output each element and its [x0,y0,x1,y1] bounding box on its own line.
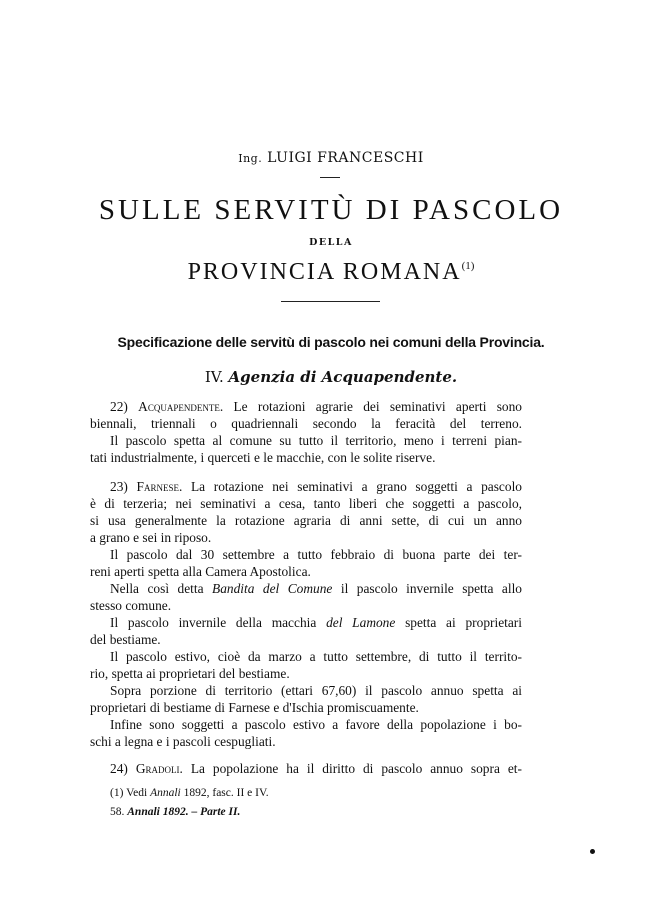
text-run: La popolazione ha il diritto di pascolo annuo sopra et- [190,761,522,776]
paragraph-23-line-9 [110,614,522,631]
paragraph-23-line-15: Infine sono soggetti a pascolo estivo a favore della popolazione i bo- [110,717,522,732]
signature-line [110,806,240,818]
entry-number: 24) [110,761,128,776]
paragraph-23-line-3: si usa generalmente la rotazione agraria di anni sette, di cui un anno [90,513,522,528]
text-run: Nella così detta [110,581,204,596]
paragraph-22-line-2: biennali, triennali o quadriennali secondo la feracità del terreno. [90,416,522,431]
text-run: Vedi [126,787,148,799]
paragraph-23-line-13: Sopra porzione di territorio (ettari 67,60) il pascolo annuo spetta ai [110,683,522,698]
paragraph-22-line-4: tati industrialmente, i querceti e le macchie, con le solite riserve. [90,450,436,465]
subtitle-text: PROVINCIA ROMANA [187,259,462,285]
paragraph-23-line-5: Il pascolo dal 30 settembre a tutto febbraio di buona parte dei ter- [110,547,522,562]
paragraph-23-line-11: Il pascolo estivo, cioè da marzo a tutto settembre, di tutto il territo- [110,649,522,664]
paragraph-23-line-2: è di terzeria; nei seminativi a cesa, tanto liberi che soggetti a pascolo, [90,496,522,511]
text-run: La rotazione nei seminativi a grano soggetti a pascolo [190,479,522,494]
paragraph-22-line-3: Il pascolo spetta al comune su tutto il territorio, meno i terreni pian- [110,433,522,448]
title-connector: DELLA [309,237,353,248]
paragraph-23-line-4: a grano e sei in riposo. [90,530,212,545]
author-rule [320,177,340,178]
author-prefix: Ing. [238,152,263,165]
section-heading: Specificazione delle servitù di pascolo nei comuni della Provincia. [117,334,545,350]
journal-name: Annali [150,787,181,799]
text-run: 1892, fasc. II e IV. [183,787,269,799]
author-line [0,150,662,166]
paragraph-23-line-8: stesso comune. [90,598,172,613]
paragraph-23-line-6: reni aperti spetta alla Camera Apostolica. [90,564,311,579]
text-run: il pascolo invernile spetta allo [340,581,522,596]
page-subtitle [0,259,662,286]
text-run: Le rotazioni agrarie dei seminativi aperti sono [233,399,522,414]
agency-name: Agenzia di Acquapendente. [228,368,458,386]
paragraph-23-line-12: rio, spetta ai proprietari del bestiame. [90,666,290,681]
place-name: Farnese. [136,479,183,494]
paragraph-23-line-14: proprietari di bestiame di Farnese e d'Ischia promiscuamente. [90,700,419,715]
paragraph-23-line-16: schi a legna e i pascoli cespugliati. [90,734,276,749]
footnote-mark: (1) [110,787,124,799]
place-name: Acquapendente. [138,399,224,414]
agency-number: IV. [204,368,224,386]
title-rule [281,301,380,302]
paragraph-22-line-1 [110,398,522,415]
text-run: spetta ai proprietari [405,615,522,630]
paragraph-23-line-1 [110,478,522,495]
place-name-italic: Bandita del Comune [212,581,333,596]
paragraph-23-line-10: del bestiame. [90,632,161,647]
signature-number: 58. [110,806,125,818]
place-name: Gradoli. [135,761,183,776]
text-run: Il pascolo invernile della macchia [110,615,317,630]
paragraph-23-line-7 [110,580,522,597]
paragraph-24-line-1 [110,760,522,777]
signature-text: Annali 1892. – Parte II. [127,806,241,818]
entry-number: 22) [110,399,128,414]
author-name: LUIGI FRANCESCHI [267,150,424,166]
subtitle-footnote-ref: (1) [461,260,475,272]
ink-speck [590,849,595,854]
entry-number: 23) [110,479,128,494]
agency-heading [0,368,662,386]
footnote [110,787,269,799]
page-title: SULLE SERVITÙ DI PASCOLO [98,194,564,226]
place-name-italic: del Lamone [326,615,396,630]
